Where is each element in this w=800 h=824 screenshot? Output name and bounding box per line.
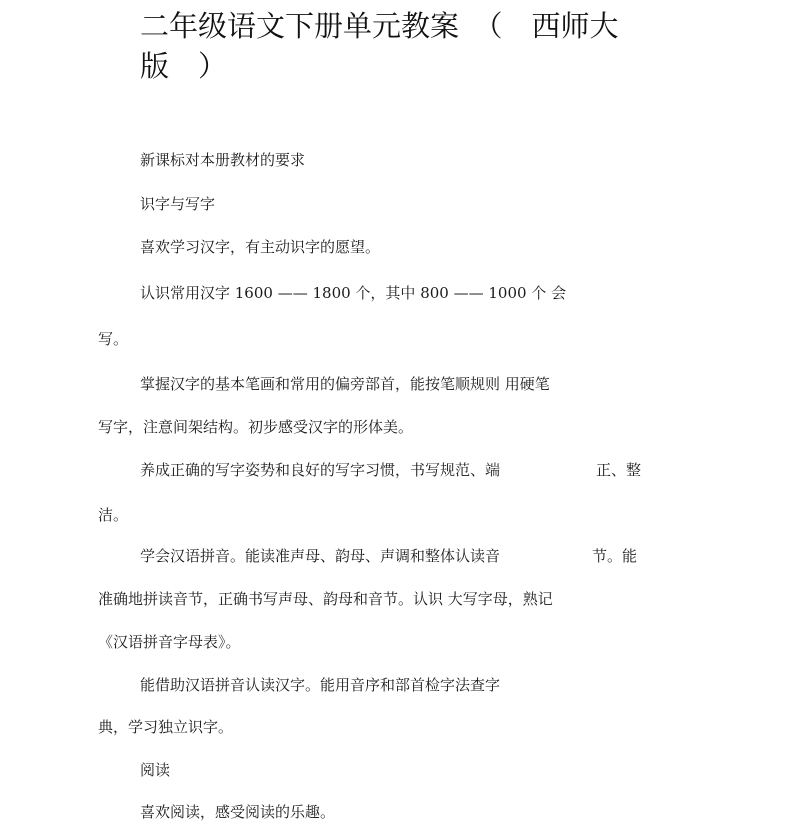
paragraph-5-line-1-left: 学会汉语拼音。能读准声母、韵母、声调和整体认读音 [140, 547, 501, 565]
paragraph-5-line-3: 《汉语拼音字母表》。 [98, 633, 241, 651]
paragraph-4-line-1-left: 养成正确的写字姿势和良好的写字习惯，书写规范、端 [140, 461, 501, 479]
reading-heading: 阅读 [140, 761, 171, 779]
requirements-heading: 新课标对本册教材的要求 [140, 151, 306, 169]
paragraph-2-line-2: 写。 [98, 330, 129, 348]
document-title [140, 6, 660, 86]
paragraph-5-line-1-right: 节。能 [592, 547, 638, 565]
paragraph-5-line-1 [140, 546, 637, 566]
literacy-heading: 识字与写字 [140, 195, 216, 213]
paragraph-7: 喜欢阅读，感受阅读的乐趣。 [140, 803, 336, 821]
paragraph-1: 喜欢学习汉字，有主动识字的愿望。 [140, 238, 381, 256]
title-line-2: 版 ） [140, 49, 228, 83]
paragraph-2-line-1: 认识常用汉字 1600 —— 1800 个，其中 800 —— 1000 个 会 [140, 284, 567, 302]
paragraph-6-line-2: 典，学习独立识字。 [98, 718, 234, 736]
paragraph-3-line-2: 写字，注意间架结构。初步感受汉字的形体美。 [98, 418, 414, 436]
paragraph-5-line-2: 准确地拼读音节，正确书写声母、韵母和音节。认识 大写字母，熟记 [98, 590, 553, 608]
paragraph-4-line-2: 洁。 [98, 506, 129, 524]
paragraph-3-line-1: 掌握汉字的基本笔画和常用的偏旁部首，能按笔顺规则 用硬笔 [140, 375, 550, 393]
paragraph-4-line-1 [140, 460, 641, 480]
title-line-1: 二年级语文下册单元教案 （ 西师大 [140, 9, 619, 43]
paragraph-6-line-1: 能借助汉语拼音认读汉字。能用音序和部首检字法查字 [140, 676, 501, 694]
paragraph-4-line-1-right: 正、整 [596, 461, 642, 479]
